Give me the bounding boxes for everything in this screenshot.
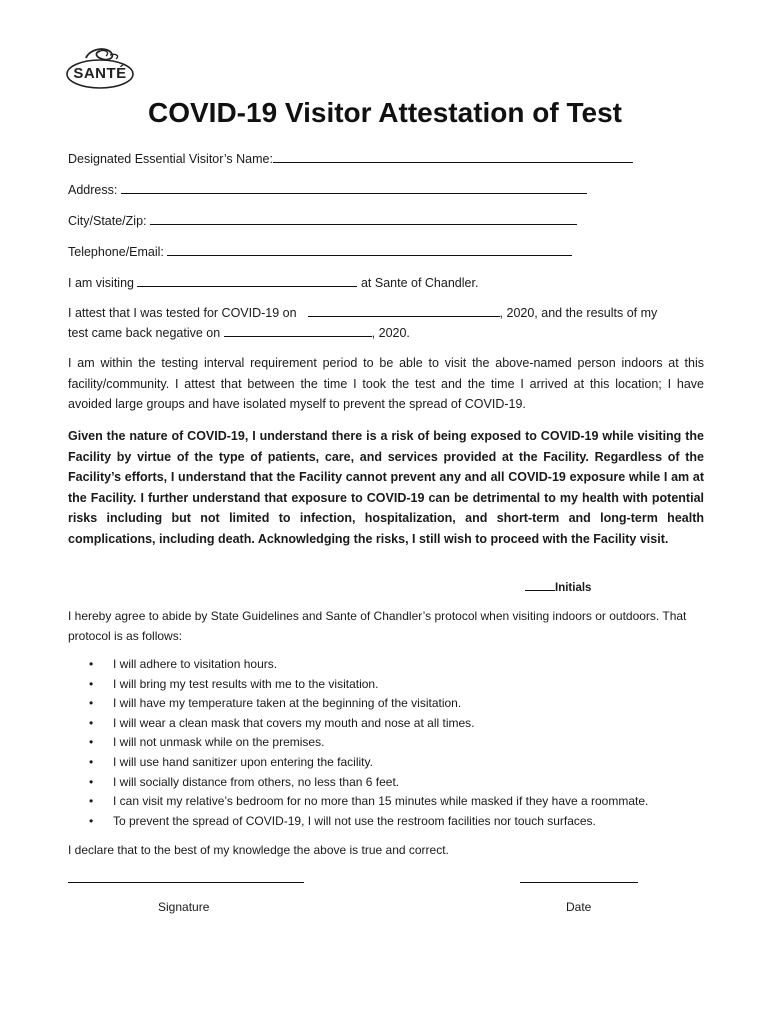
initials-field[interactable] xyxy=(525,580,555,591)
visiting-prefix: I am visiting xyxy=(68,276,134,290)
bullet-icon: • xyxy=(89,735,94,750)
rule-text: I will use hand sanitizer upon entering the facility. xyxy=(113,754,373,769)
rule-text: I will bring my test results with me to the visitation. xyxy=(113,676,379,691)
bullet-icon: • xyxy=(89,754,94,769)
rule-text: I will not unmask while on the premises. xyxy=(113,735,325,750)
list-item xyxy=(86,733,706,753)
bullet-icon: • xyxy=(89,657,94,671)
name-field[interactable] xyxy=(273,150,633,163)
negative-date-field[interactable] xyxy=(224,324,372,337)
risk-paragraph: Given the nature of COVID-19, I understand there is a risk of being exposed to COVID-19 while visiting the Facility by virtue of the type of patients, care, and services provided at the Facility. Regardless of the Facility’s efforts, I understand that the Facility cannot prevent any and all COVID-19 exposure while I am at the Facility. I further understand that exposure to COVID-19 can be detrimental to my health with potential risks including but not limited to infection, hospitalization, and short-term and long-term health complications, including death. Acknowledging the risks, I still wish to proceed with the Facility visit. xyxy=(68,429,704,546)
phone-field[interactable] xyxy=(167,243,572,256)
visiting-suffix: at Sante of Chandler. xyxy=(360,276,479,290)
attest-line2-prefix: test came back negative on xyxy=(68,326,221,340)
logo-text: SANTÉ xyxy=(73,65,127,82)
list-item xyxy=(86,773,706,793)
initials-label: Initials xyxy=(555,582,592,594)
attest-prefix: I attest that I was tested for COVID-19 on xyxy=(68,306,297,320)
phone-label: Telephone/Email: xyxy=(68,245,164,259)
bullet-icon: • xyxy=(89,794,94,809)
attest-line2-suffix: , 2020. xyxy=(371,326,410,340)
rule-text: To prevent the spread of COVID-19, I will not use the restroom facilities nor touch surfaces. xyxy=(113,813,596,828)
bullet-icon: • xyxy=(89,715,94,730)
address-row xyxy=(68,181,587,197)
bullet-icon: • xyxy=(89,676,94,691)
declaration: I declare that to the best of my knowledge the above is true and correct. xyxy=(68,843,449,857)
bullet-icon: • xyxy=(89,813,94,828)
rule-text: I will socially distance from others, no less than 6 feet. xyxy=(113,774,400,789)
rule-text: I will adhere to visitation hours. xyxy=(113,657,278,671)
bullet-icon: • xyxy=(89,696,94,711)
list-item xyxy=(86,694,706,714)
name-row xyxy=(68,150,633,166)
attest-row-2 xyxy=(68,324,410,340)
rule-text: I will have my temperature taken at the beginning of the visitation. xyxy=(113,696,462,711)
city-row xyxy=(68,212,577,228)
date-label: Date xyxy=(566,900,592,914)
address-field[interactable] xyxy=(121,181,587,194)
protocol-list xyxy=(86,655,706,831)
bullet-icon: • xyxy=(89,774,94,789)
signature-label: Signature xyxy=(158,900,210,914)
city-label: City/State/Zip: xyxy=(68,214,147,228)
attest-middle: , 2020, and the results of my xyxy=(499,306,658,320)
list-item xyxy=(86,753,706,773)
visiting-row xyxy=(68,274,478,290)
list-item xyxy=(86,675,706,695)
list-item xyxy=(86,655,706,675)
date-field[interactable] xyxy=(520,881,638,883)
city-field[interactable] xyxy=(150,212,577,225)
test-date-field[interactable] xyxy=(308,304,500,317)
signature-field[interactable] xyxy=(68,881,304,883)
rule-text: I will wear a clean mask that covers my mouth and nose at all times. xyxy=(113,715,475,730)
list-item xyxy=(86,792,706,812)
interval-paragraph: I am within the testing interval requirement period to be able to visit the above-named person indoors at this facility/community. I attest that between the time I took the test and the time I arrived at this location; I have avoided large groups and have isolated myself to prevent the spread of COVID-19. xyxy=(68,356,704,411)
initials-row xyxy=(525,580,591,594)
attest-row-1 xyxy=(68,304,657,320)
address-label: Address: xyxy=(68,183,118,197)
visiting-person-field[interactable] xyxy=(137,274,357,287)
name-label: Designated Essential Visitor’s Name: xyxy=(68,152,273,166)
list-item xyxy=(86,812,706,832)
phone-row xyxy=(68,243,572,259)
sante-logo xyxy=(64,44,136,94)
rule-text: I can visit my relative’s bedroom for no more than 15 minutes while masked if they have a roommate. xyxy=(113,794,649,809)
list-item xyxy=(86,714,706,734)
page-title: COVID-19 Visitor Attestation of Test xyxy=(148,97,622,128)
protocol-intro: I hereby agree to abide by State Guidelines and Sante of Chandler’s protocol when visiting indoors or outdoors. That protocol is as follows: xyxy=(68,609,687,643)
